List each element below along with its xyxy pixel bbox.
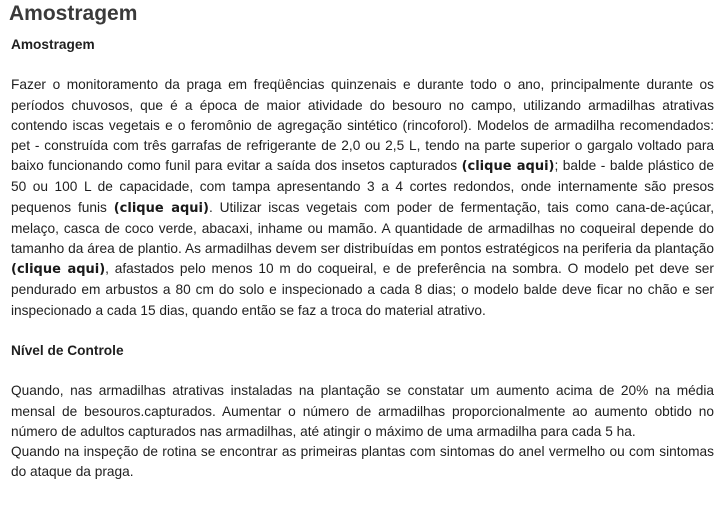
document-content <box>11 35 714 482</box>
spacer <box>11 55 714 75</box>
clique-aqui-link-pet[interactable]: (clique aqui) <box>461 159 555 175</box>
paragraph-nivel-controle-1: Quando, nas armadilhas atrativas instaladas na plantação se constatar um aumento acima de 20% na média mensal de besouros.capturados. Aumentar o número de armadilhas proporcionalmente ao aumento obtido no número de adultos capturados nas armadilhas, até atingir o máximo de uma armadilha para cada 5 ha. <box>11 383 714 439</box>
spacer <box>11 321 714 341</box>
paragraph-nivel-controle-2: Quando na inspeção de rotina se encontrar as primeiras plantas com sintomas do anel vermelho ou com sintomas do ataque da praga. <box>11 444 714 480</box>
spacer <box>11 361 714 381</box>
paragraph-text: . Utilizar iscas vegetais com poder de fermentação, tais como cana-de-açúcar, melaço, casca de coco verde, abacaxi, inhame ou mamão. A quantidade de armadilhas no coqueiral depende do tamanho da área de plantio. As armadilhas devem ser distribuídas em pontos estratégicos na periferia da plantação <box>11 199 714 257</box>
section-heading-amostragem: Amostragem <box>11 37 95 52</box>
section-heading-nivel-de-controle: Nível de Controle <box>11 343 124 359</box>
page-title: Amostragem <box>9 2 138 25</box>
clique-aqui-link-balde[interactable]: (clique aqui) <box>113 200 209 216</box>
paragraph-amostragem <box>11 75 714 320</box>
paragraph-text: Fazer o monitoramento da praga em freqüências quinzenais e durante todo o ano, principalmente durante os períodos chuvosos, que é a época de maior atividade do besouro no campo, utilizando armadilhas atrativas contendo iscas vegetais e o feromônio de agregação sintético (rincoforol). Modelos de armadilha recomendados: pet - construída com três garrafas de refrigerante de 2,0 ou 2,5 L, tendo na parte superior o gargalo voltado para baixo funcionando como funil para evitar a saída dos insetos capturados <box>11 77 714 174</box>
paragraph-text: , afastados pelo menos 10 m do coqueiral, e de preferência na sombra. O modelo pet deve ser pendurado em arbustos a 80 cm do solo e inspecionado a cada 8 dias; o modelo balde deve ficar no chão e ser inspecionado a cada 15 dias, quando então se faz a troca do material atrativo. <box>11 261 714 318</box>
paragraph-text: ; balde - balde plástico de 50 ou 100 L de capacidade, com tampa apresentando 3 a 4 cortes redondos, onde internamente são presos pequenos funis <box>11 158 714 215</box>
clique-aqui-link-plantacao[interactable]: (clique aqui) <box>11 262 106 278</box>
